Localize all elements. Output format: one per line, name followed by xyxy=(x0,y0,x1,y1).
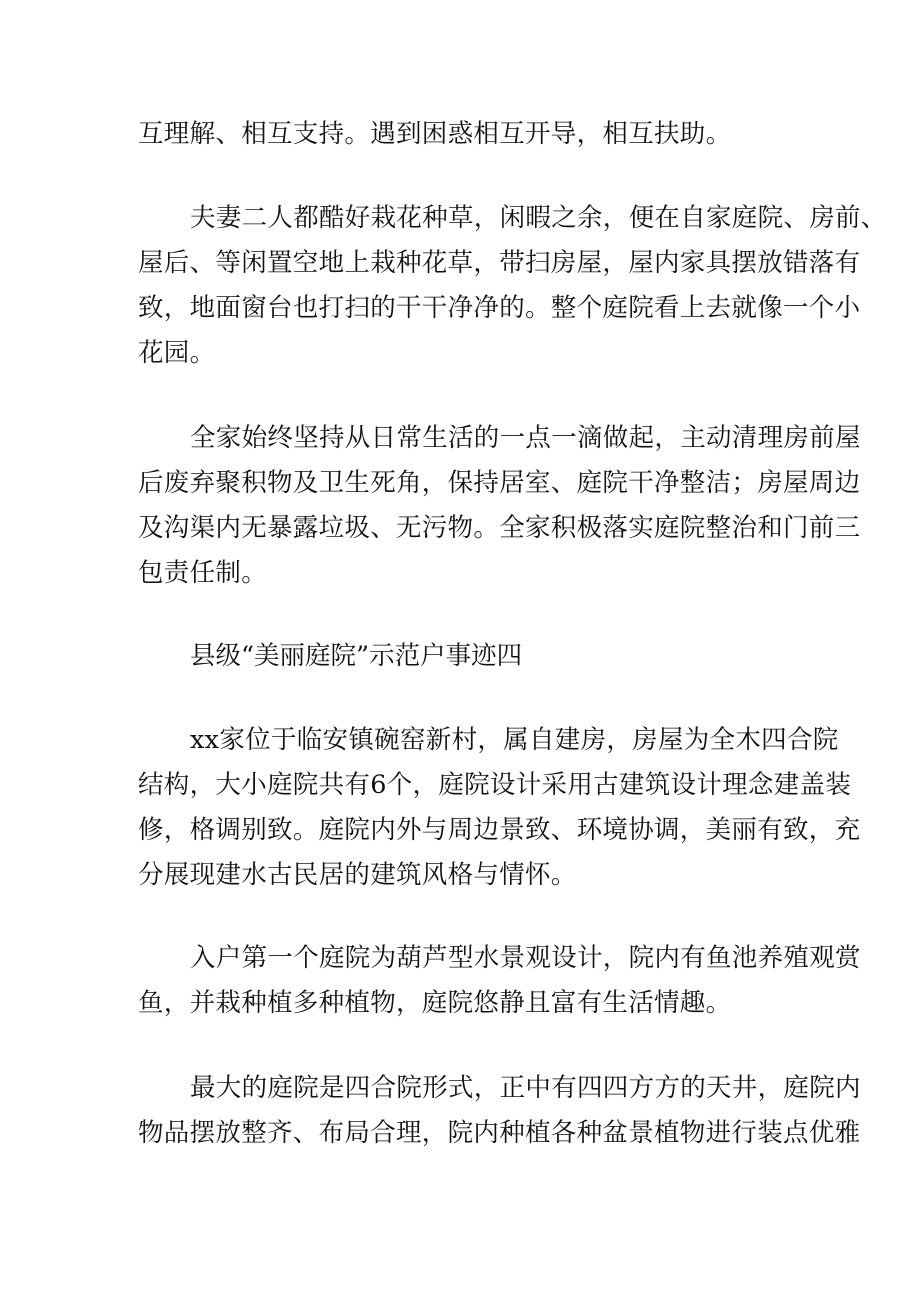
paragraph-continuation xyxy=(138,112,790,157)
paragraph-house-intro xyxy=(138,718,861,898)
text-line: 鱼，并栽种植多种植物，庭院悠静且富有生活情趣。 xyxy=(138,988,732,1018)
text-line: 结构，大小庭院共有6个，庭院设计采用古建筑设计理念建盖装 xyxy=(138,770,852,800)
text-line: 花园。 xyxy=(138,338,216,368)
text-line: 全家始终坚持从日常生活的一点一滴做起，主动清理房前屋 xyxy=(190,423,861,453)
text-line: 夫妻二人都酷好栽花种草，闲暇之余，便在自家庭院、房前、 xyxy=(190,203,887,233)
text-line: 物品摆放整齐、布局合理，院内种植各种盆景植物进行装点优雅 xyxy=(138,1118,861,1148)
heading-text: 县级“美丽庭院”示范户事迹四 xyxy=(190,641,523,671)
paragraph-first-courtyard xyxy=(138,936,861,1026)
text-line: 后废弃聚积物及卫生死角，保持居室、庭院干净整洁；房屋周边 xyxy=(138,468,861,498)
paragraph-gardening xyxy=(138,196,887,376)
text-line: 互理解、相互支持。遇到困惑相互开导，相互扶助。 xyxy=(138,119,732,149)
text-line: 分展现建水古民居的建筑风格与情怀。 xyxy=(138,860,577,890)
text-line: 最大的庭院是四合院形式，正中有四四方方的天井，庭院内 xyxy=(190,1073,861,1103)
text-line: xx家位于临安镇碗窑新村，属自建房，房屋为全木四合院 xyxy=(190,725,839,755)
text-line: 包责任制。 xyxy=(138,558,268,588)
text-line: 入户第一个庭院为葫芦型水景观设计，院内有鱼池养殖观赏 xyxy=(190,943,861,973)
text-line: 屋后、等闲置空地上栽种花草，带扫房屋，屋内家具摆放错落有 xyxy=(138,248,861,278)
text-line: 致，地面窗台也打扫的干干净净的。整个庭院看上去就像一个小 xyxy=(138,293,861,323)
paragraph-largest-courtyard xyxy=(138,1066,861,1156)
text-line: 及沟渠内无暴露垃圾、无污物。全家积极落实庭院整治和门前三 xyxy=(138,513,861,543)
section-heading xyxy=(190,634,522,679)
text-line: 修，格调别致。庭院内外与周边景致、环境协调，美丽有致，充 xyxy=(138,815,861,845)
paragraph-cleaning xyxy=(138,416,861,596)
